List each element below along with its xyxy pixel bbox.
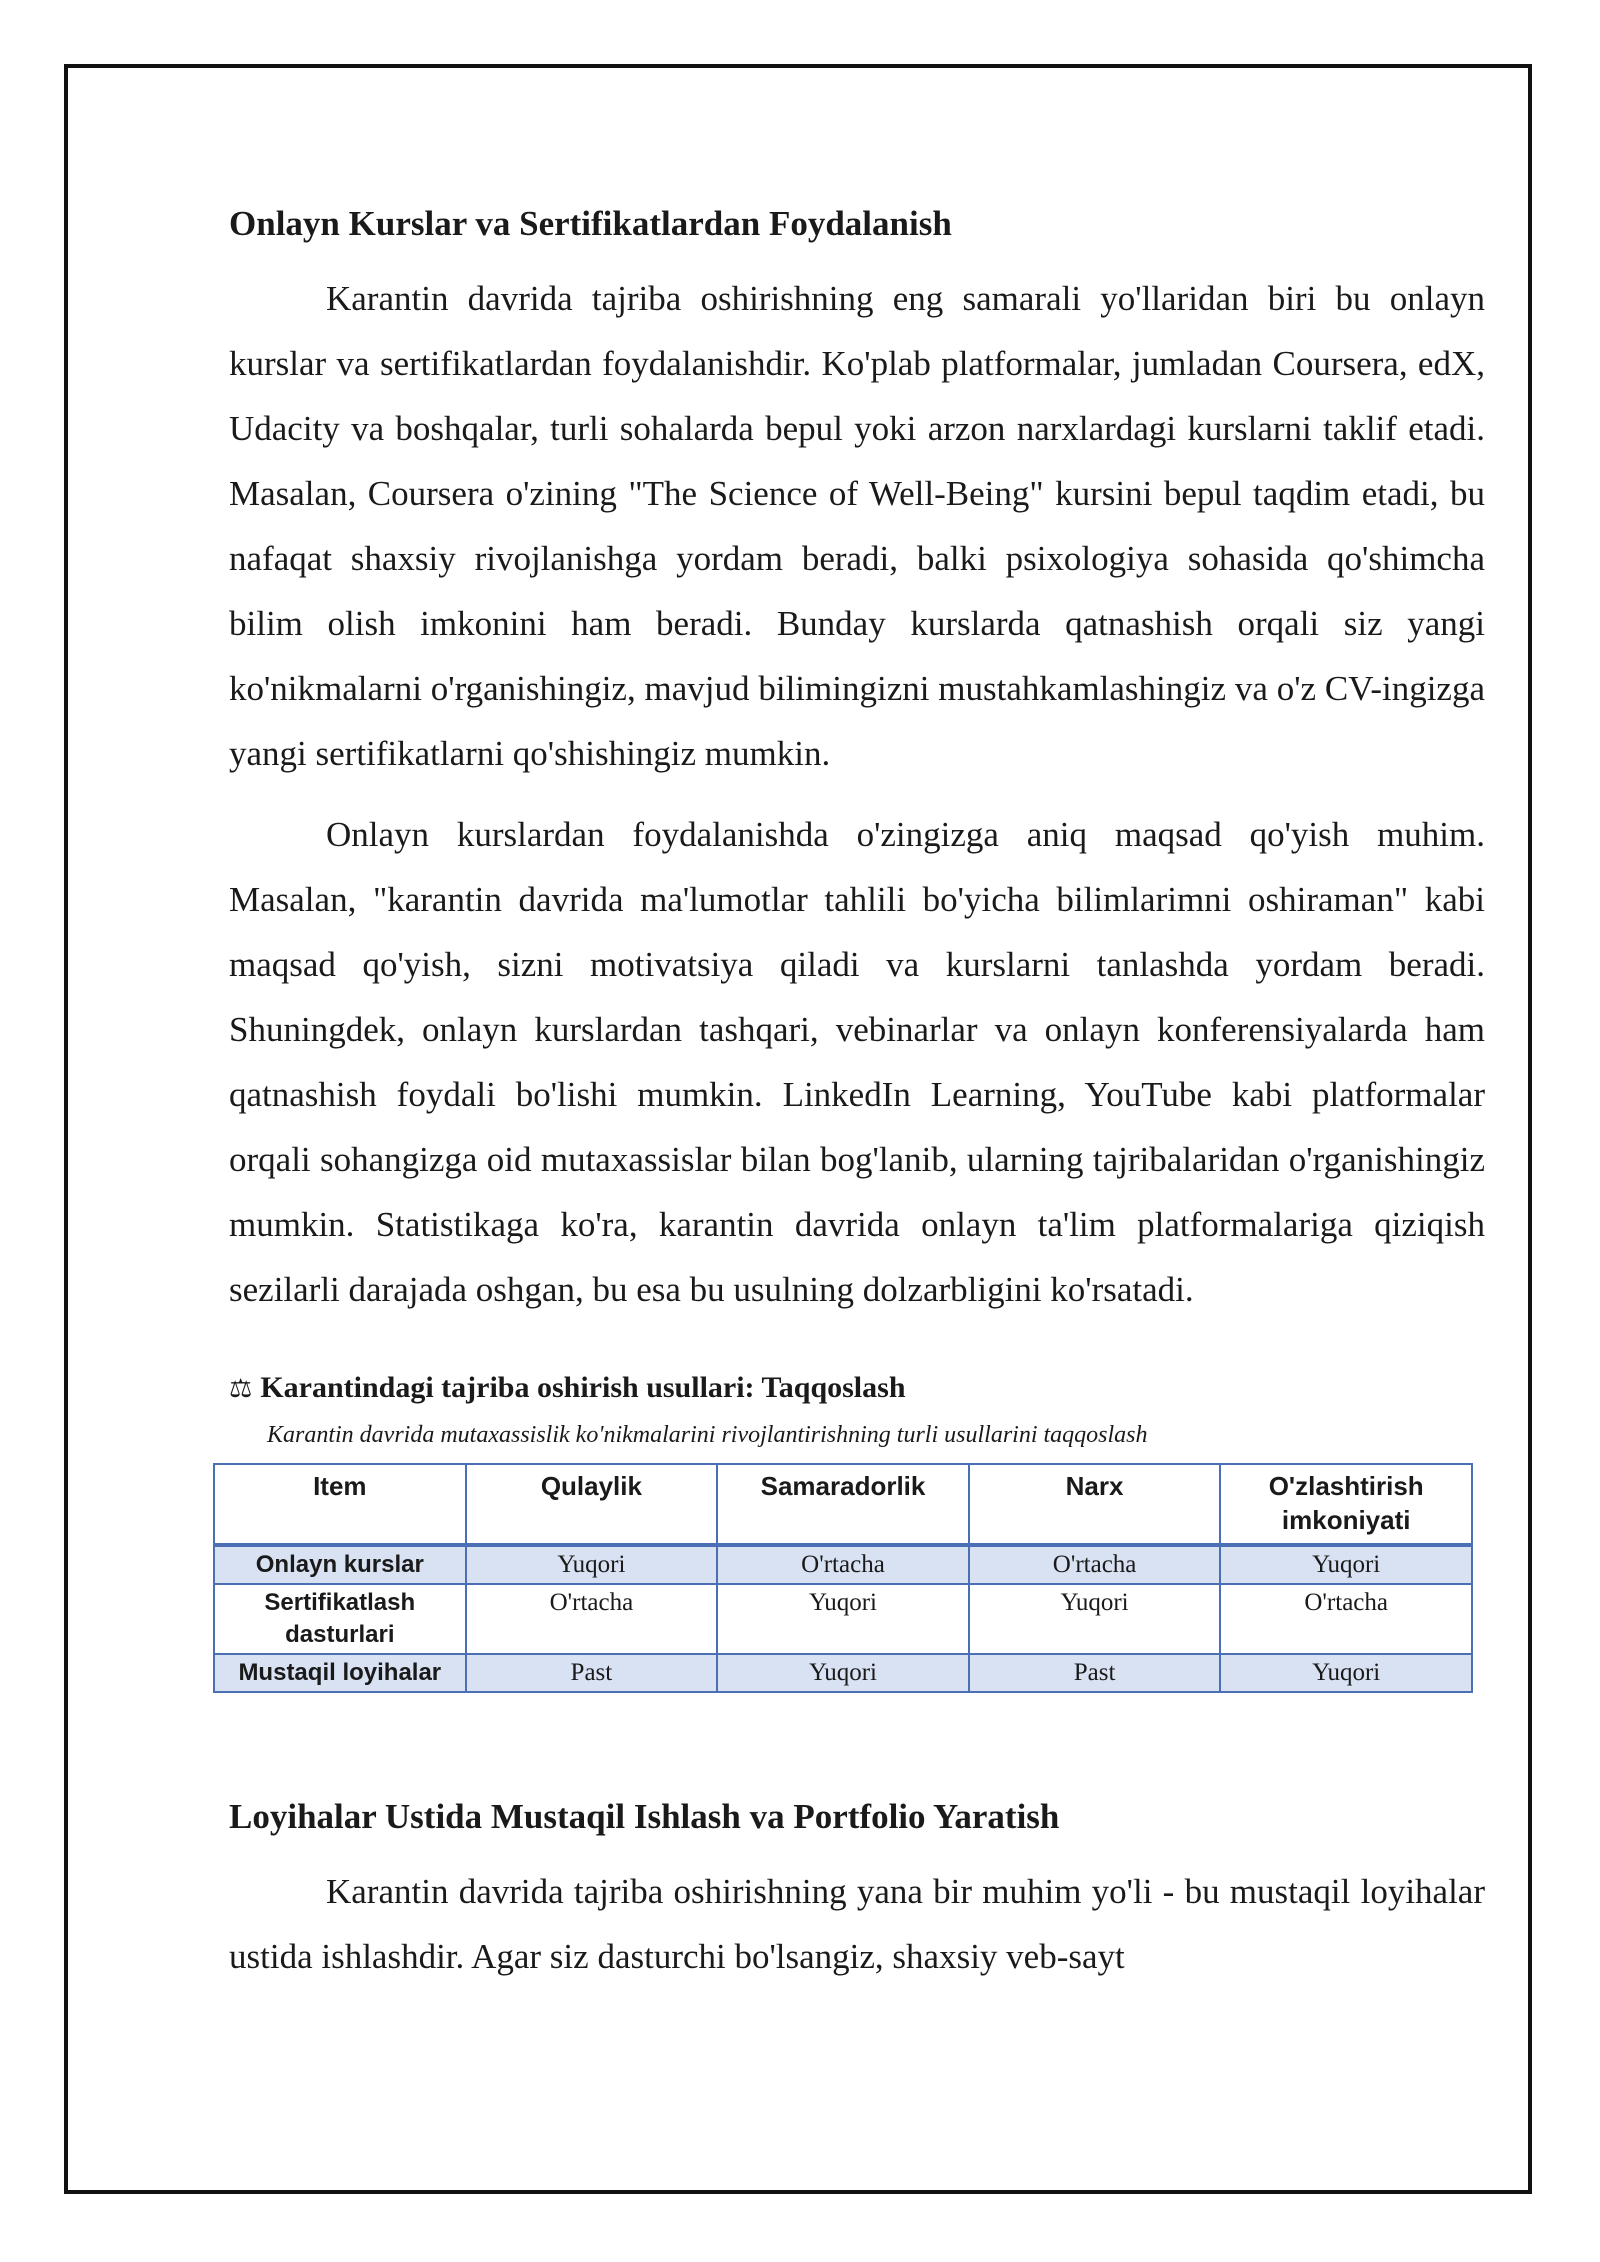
- table-cell: O'rtacha: [717, 1545, 969, 1584]
- table-cell: O'rtacha: [466, 1584, 718, 1654]
- comparison-table: [213, 1463, 1473, 1693]
- section-heading-online-courses: Onlayn Kurslar va Sertifikatlardan Foydalanish: [229, 204, 952, 243]
- comparison-table-block: [229, 1366, 1485, 1693]
- table-cell: Yuqori: [969, 1584, 1221, 1654]
- column-header: Narx: [969, 1464, 1221, 1545]
- column-header: O'zlashtirish imkoniyati: [1220, 1464, 1472, 1545]
- paragraph: Karantin davrida tajriba oshirishning eng samarali yo'llaridan biri bu onlayn kurslar va sertifikatlardan foydalanishdir. Ko'plab platformalar, jumladan Coursera, edX, Udacity va boshqalar, turli sohalarda bepul yoki arzon narxlardagi kurslarni taklif etadi. Masalan, Coursera o'zining "The Science of Well-Being" kursini bepul taqdim etadi, bu nafaqat shaxsiy rivojlanishga yordam beradi, balki psixologiya sohasida qo'shimcha bilim olish imkonini ham beradi. Bunday kurslarda qatnashish orqali siz yangi ko'nikmalarni o'rganishingiz, mavjud bilimingizni mustahkamlashingiz va o'z CV-ingizga yangi sertifikatlarni qo'shishingiz mumkin.: [229, 279, 1485, 773]
- row-header: Onlayn kurslar: [214, 1545, 466, 1584]
- table-row: [214, 1545, 1472, 1584]
- scale-icon: ⚖: [229, 1374, 253, 1404]
- table-cell: O'rtacha: [1220, 1584, 1472, 1654]
- table-cell: Yuqori: [466, 1545, 718, 1584]
- row-header: Mustaqil loyihalar: [214, 1654, 466, 1692]
- column-header: Qulaylik: [466, 1464, 718, 1545]
- table-cell: Yuqori: [1220, 1654, 1472, 1692]
- table-title: [229, 1366, 1485, 1411]
- paragraph: Onlayn kurslardan foydalanishda o'zingizga aniq maqsad qo'yish muhim. Masalan, "karantin davrida ma'lumotlar tahlili bo'yicha bilimlarimni oshiraman" kabi maqsad qo'yish, sizni motivatsiya qiladi va kurslarni tanlashda yordam beradi. Shuningdek, onlayn kurslardan tashqari, vebinarlar va onlayn konferensiyalarda ham qatnashish foydali bo'lishi mumkin. LinkedIn Learning, YouTube kabi platformalar orqali sohangizga oid mutaxassislar bilan bog'lanib, ularning tajribalaridan o'rganishingiz mumkin. Statistikaga ko'ra, karantin davrida onlayn ta'lim platformalariga qiziqish sezilarli darajada oshgan, bu esa bu usulning dolzarbligini ko'rsatadi.: [229, 815, 1485, 1309]
- paragraph: Karantin davrida tajriba oshirishning yana bir muhim yo'li - bu mustaqil loyihalar ustida ishlashdir. Agar siz dasturchi bo'lsangiz, shaxsiy veb-sayt: [229, 1872, 1485, 1976]
- table-caption: Karantin davrida mutaxassislik ko'nikmalarini rivojlantirishning turli usullarini taqqoslash: [267, 1422, 1148, 1448]
- table-row: [214, 1584, 1472, 1654]
- section-heading-independent-projects: Loyihalar Ustida Mustaqil Ishlash va Portfolio Yaratish: [229, 1797, 1060, 1836]
- table-title-text: Karantindagi tajriba oshirish usullari: Taqqoslash: [260, 1371, 906, 1404]
- document-content: [229, 196, 1485, 1989]
- table-cell: Past: [466, 1654, 718, 1692]
- table-cell: Past: [969, 1654, 1221, 1692]
- table-cell: Yuqori: [717, 1654, 969, 1692]
- row-header: Sertifikatlash dasturlari: [214, 1584, 466, 1654]
- table-cell: O'rtacha: [969, 1545, 1221, 1584]
- column-header: Samaradorlik: [717, 1464, 969, 1545]
- table-cell: Yuqori: [1220, 1545, 1472, 1584]
- table-row: [214, 1654, 1472, 1692]
- table-cell: Yuqori: [717, 1584, 969, 1654]
- table-header-row: [214, 1464, 1472, 1545]
- column-header: Item: [214, 1464, 466, 1545]
